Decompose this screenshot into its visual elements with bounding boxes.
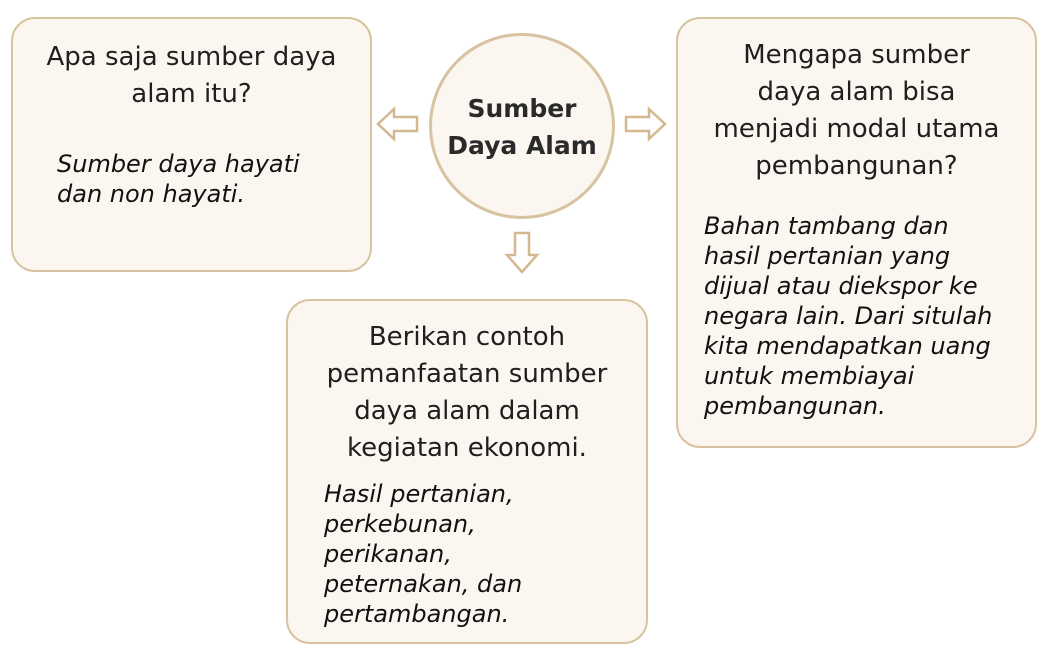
right-answer-line: dijual atau diekspor ke	[704, 272, 978, 300]
right-question-box	[676, 17, 1037, 448]
bottom-question	[288, 319, 646, 467]
left-answer-line: Sumber daya hayati	[57, 150, 300, 178]
bottom-answer-line: Hasil pertanian,	[324, 480, 514, 508]
bottom-answer	[324, 479, 522, 629]
bottom-question-line: pemanfaatan sumber	[326, 359, 608, 389]
arrow-right-icon	[622, 106, 668, 142]
right-question-line: pembangunan?	[755, 151, 958, 181]
right-question-line: menjadi modal utama	[713, 114, 1000, 144]
right-answer-line: kita mendapatkan uang	[704, 332, 991, 360]
left-question-line: Apa saja sumber daya	[46, 42, 337, 72]
center-title-line: Daya Alam	[447, 131, 597, 160]
bottom-question-line: daya alam dalam	[354, 396, 580, 426]
center-title-line: Sumber	[467, 94, 577, 123]
center-topic-circle	[429, 33, 615, 219]
bottom-question-line: kegiatan ekonomi.	[347, 433, 587, 463]
bottom-answer-line: perikanan,	[324, 540, 452, 568]
bottom-answer-line: peternakan, dan	[324, 570, 523, 598]
right-question-line: Mengapa sumber	[743, 40, 970, 70]
arrow-left-icon	[375, 106, 421, 142]
right-answer-line: untuk membiayai	[704, 362, 915, 390]
right-answer-line: pembangunan.	[704, 392, 886, 420]
arrow-down-icon	[504, 229, 540, 275]
left-question-line: alam itu?	[131, 79, 252, 109]
right-answer	[704, 211, 992, 421]
left-answer-line: dan non hayati.	[57, 180, 246, 208]
left-question-box	[11, 17, 372, 272]
center-topic-title	[432, 90, 612, 164]
right-question	[678, 37, 1035, 185]
right-question-line: daya alam bisa	[757, 77, 956, 107]
right-answer-line: hasil pertanian yang	[704, 242, 951, 270]
bottom-answer-line: perkebunan,	[324, 510, 476, 538]
bottom-question-box	[286, 299, 648, 644]
left-answer	[57, 149, 300, 209]
right-answer-line: negara lain. Dari situlah	[704, 302, 993, 330]
right-answer-line: Bahan tambang dan	[704, 212, 949, 240]
bottom-question-line: Berikan contoh	[368, 322, 566, 352]
left-question	[13, 39, 370, 113]
bottom-answer-line: pertambangan.	[324, 600, 510, 628]
